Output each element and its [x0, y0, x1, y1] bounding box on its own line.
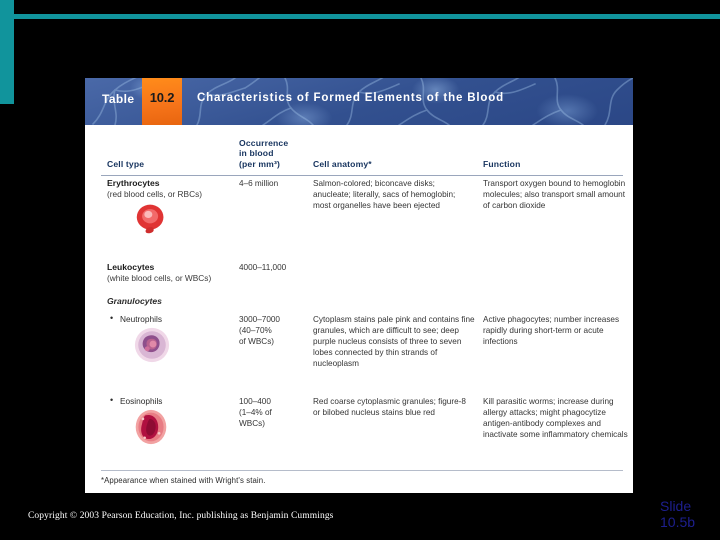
occurrence-eosinophils	[239, 396, 307, 429]
cell-type-erythrocytes	[107, 178, 235, 200]
row-subname: (red blood cells, or RBCs)	[107, 189, 202, 199]
occurrence-leukocytes	[239, 262, 307, 273]
table-banner-number: 10.2	[149, 90, 175, 105]
cell-type-neutrophils	[107, 314, 235, 325]
table-banner-label: Table	[102, 92, 135, 106]
footnote-divider	[101, 470, 623, 471]
occurrence-neutrophils	[239, 314, 307, 347]
occurrence-line: 4000–11,000	[239, 263, 287, 272]
function-erythrocytes: Transport oxygen bound to hemoglobin molecules; also transport small amount of carbon dioxide	[483, 179, 626, 211]
table-row	[85, 178, 633, 256]
function-neutrophils: Active phagocytes; number increases rapidly during short-term or acute infections	[483, 315, 620, 347]
table-column-headers	[85, 125, 633, 178]
header-divider	[101, 175, 623, 176]
function-eosinophils: Kill parasitic worms; increase during allergy attacks; might phagocytize antigen-antibody complexes and inactivate some inflammatory chemicals	[483, 397, 628, 440]
column-header-cell-type: Cell type	[107, 158, 145, 169]
neutrophil-micrograph-icon	[133, 326, 171, 364]
column-header-occurrence-line1: Occurrence	[239, 137, 289, 148]
table-subheading-row	[85, 296, 633, 312]
occurrence-line: (1–4% of	[239, 408, 272, 418]
row-name: • Eosinophils	[107, 396, 235, 407]
table-banner	[85, 78, 633, 125]
slide-number	[660, 498, 712, 530]
table-row	[85, 314, 633, 394]
occurrence-line: (40–70%	[239, 326, 272, 336]
occurrence-line: 4–6 million	[239, 179, 279, 188]
anatomy-erythrocytes: Salmon-colored; biconcave disks; anucleate; literally, sacs of hemoglobin; most organelles have been ejected	[313, 179, 456, 211]
column-header-cell-anatomy: Cell anatomy*	[313, 158, 372, 169]
occurrence-line: of WBCs)	[239, 337, 275, 347]
table-row	[85, 396, 633, 476]
row-name: Leukocytes	[107, 262, 155, 272]
table-banner-title: Characteristics of Formed Elements of the Blood	[197, 92, 505, 104]
row-name: Erythrocytes	[107, 178, 160, 188]
anatomy-eosinophils: Red coarse cytoplasmic granules; figure-8 or bilobed nucleus stains blue red	[313, 397, 466, 418]
cell-type-eosinophils	[107, 396, 235, 407]
table-body	[85, 178, 633, 465]
column-header-function: Function	[483, 158, 521, 169]
row-name: Granulocytes	[107, 296, 162, 306]
column-header-occurrence-line3: (per mm³)	[239, 158, 280, 169]
anatomy-neutrophils: Cytoplasm stains pale pink and contains fine granules, which are difficult to see; deep purple nucleus consists of three to seven lobes connected by thin strands of nucleoplasm	[313, 315, 475, 369]
slide-accent-horizontal-bar	[0, 14, 720, 19]
occurrence-line: 3000–7000	[239, 315, 280, 324]
row-name: • Neutrophils	[107, 314, 235, 325]
slide-number-label: Slide	[660, 498, 692, 514]
erythrocyte-micrograph-icon	[133, 202, 169, 234]
occurrence-erythrocytes	[239, 178, 307, 189]
cell-type-leukocytes	[107, 262, 235, 284]
occurrence-line: WBCs)	[239, 419, 265, 429]
eosinophil-micrograph-icon	[133, 408, 169, 446]
table-figure	[85, 78, 633, 493]
column-header-occurrence-line2: in blood	[239, 148, 274, 158]
table-footnote: *Appearance when stained with Wright's stain.	[101, 476, 266, 485]
occurrence-line: 100–400	[239, 397, 271, 406]
row-subname: (white blood cells, or WBCs)	[107, 273, 212, 283]
table-row	[85, 262, 633, 290]
copyright-notice: Copyright © 2003 Pearson Education, Inc. publishing as Benjamin Cummings	[28, 511, 334, 521]
cell-type-granulocytes	[107, 296, 235, 307]
column-header-occurrence	[239, 138, 288, 170]
slide-number-value: 10.5b	[660, 514, 696, 530]
